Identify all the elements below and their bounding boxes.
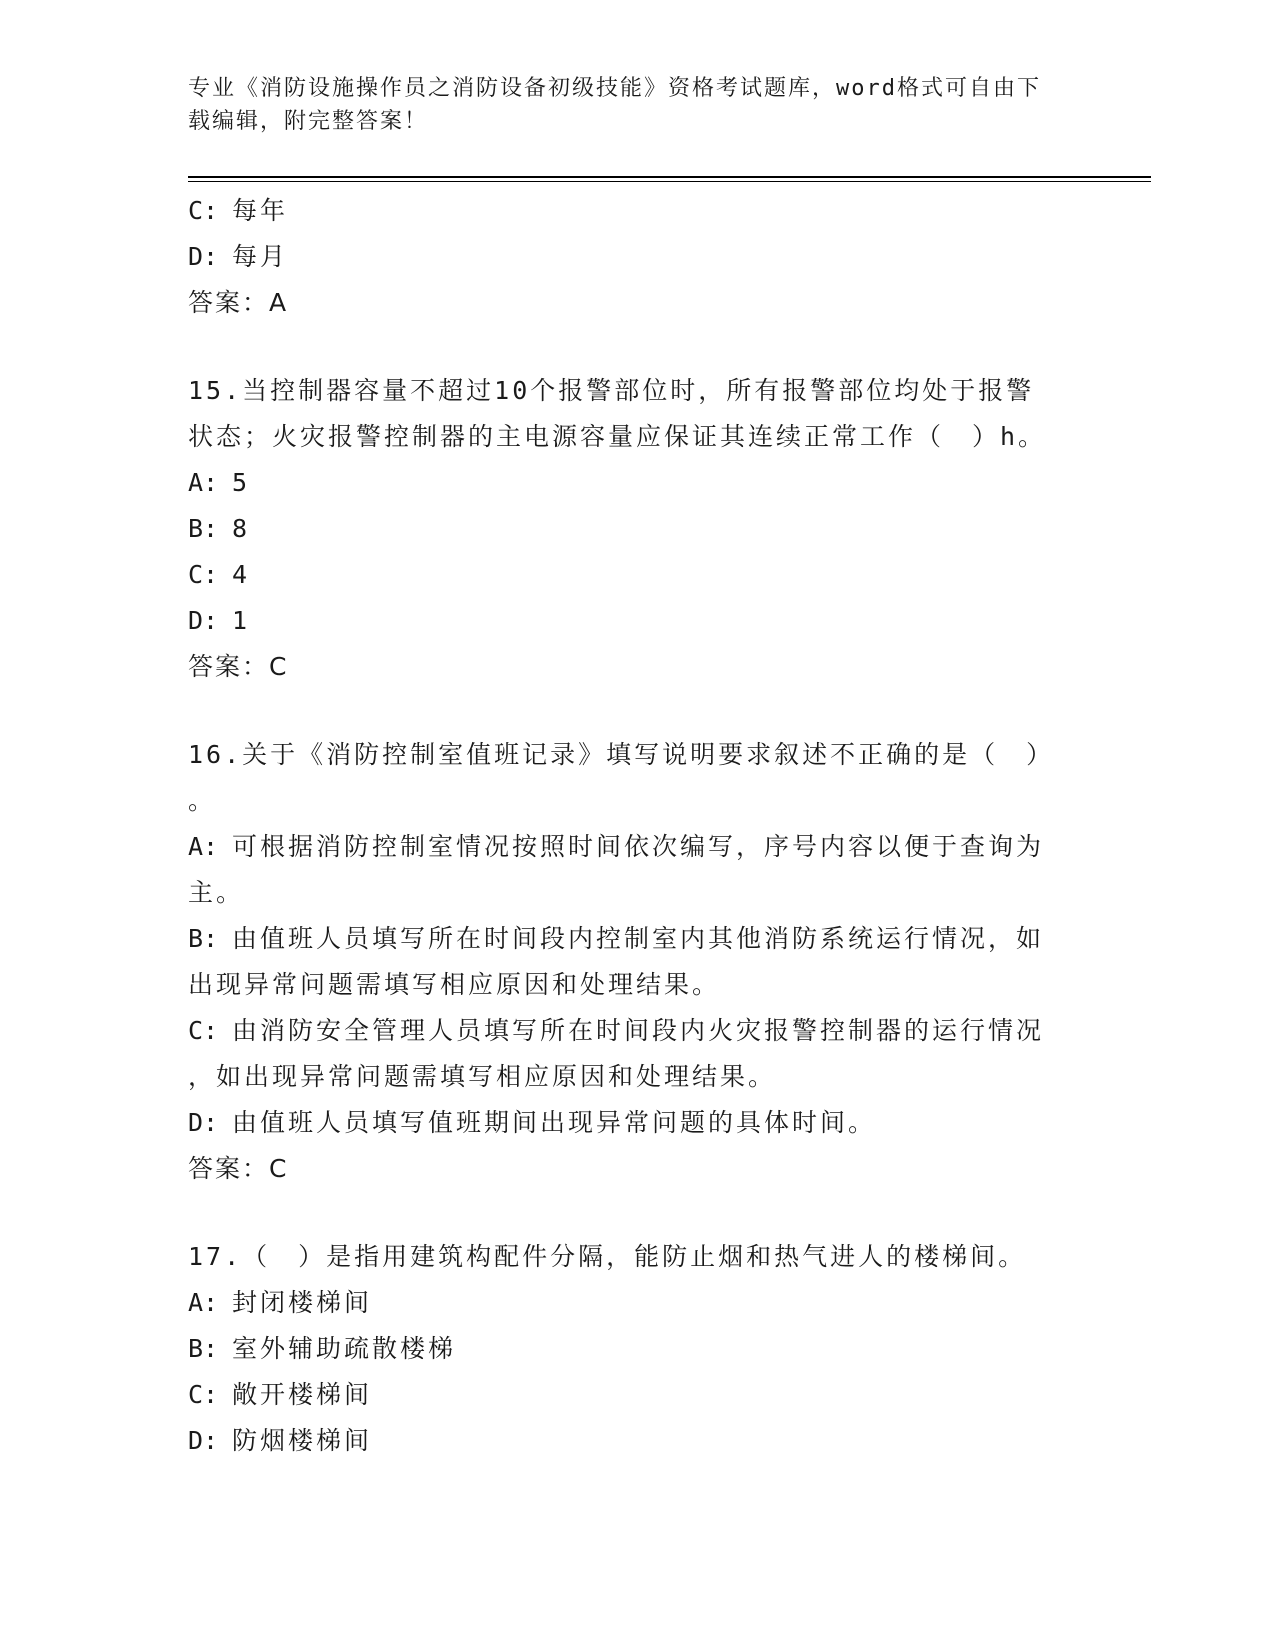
option-c-continued: ，如出现异常问题需填写相应原因和处理结果。	[188, 1062, 777, 1091]
question-14-tail	[188, 188, 1088, 326]
option-text: 由值班人员填写值班期间出现异常问题的具体时间。	[232, 1108, 877, 1137]
option-text: 每年	[232, 196, 289, 225]
option-b: B: 8	[188, 514, 251, 543]
option-c: C: 敞开楼梯间	[188, 1380, 373, 1409]
answer-line: 答案：C	[188, 652, 289, 681]
document-header	[188, 72, 1068, 138]
option-b: B: 室外辅助疏散楼梯	[188, 1334, 457, 1363]
option-b-continued: 出现异常问题需填写相应原因和处理结果。	[188, 970, 721, 999]
option-d: D: 每月	[188, 242, 289, 271]
question-stem-line: 。	[188, 786, 217, 815]
option-text: 室外辅助疏散楼梯	[232, 1334, 457, 1363]
option-text: 1	[232, 606, 251, 635]
question-17	[188, 1234, 1088, 1464]
option-text: 4	[232, 560, 251, 589]
question-15	[188, 368, 1088, 690]
question-stem-line: 17.（ ）是指用建筑构配件分隔，能防止烟和热气进人的楼梯间。	[188, 1242, 1027, 1271]
option-text: 敞开楼梯间	[232, 1380, 373, 1409]
option-text: 可根据消防控制室情况按照时间依次编写，序号内容以便于查询为	[232, 832, 1045, 861]
answer-line: 答案：A	[188, 288, 289, 317]
option-c: C: 4	[188, 560, 251, 589]
question-stem-line: 16.关于《消防控制室值班记录》填写说明要求叙述不正确的是（ ）	[188, 740, 1055, 769]
option-b: B: 由值班人员填写所在时间段内控制室内其他消防系统运行情况，如	[188, 924, 1045, 953]
option-a: A: 封闭楼梯间	[188, 1288, 373, 1317]
option-text: 由值班人员填写所在时间段内控制室内其他消防系统运行情况，如	[232, 924, 1045, 953]
option-d: D: 由值班人员填写值班期间出现异常问题的具体时间。	[188, 1108, 877, 1137]
option-a: A: 可根据消防控制室情况按照时间依次编写，序号内容以便于查询为	[188, 832, 1045, 861]
question-stem-line: 15.当控制器容量不超过10个报警部位时，所有报警部位均处于报警	[188, 376, 1035, 405]
option-text: 每月	[232, 242, 289, 271]
option-text: 8	[232, 514, 251, 543]
option-text: 5	[232, 468, 251, 497]
option-d: D: 1	[188, 606, 251, 635]
option-a: A: 5	[188, 468, 251, 497]
option-text: 由消防安全管理人员填写所在时间段内火灾报警控制器的运行情况	[232, 1016, 1045, 1045]
header-divider-thick	[188, 176, 1151, 178]
option-text: 封闭楼梯间	[232, 1288, 373, 1317]
option-a-continued: 主。	[188, 878, 245, 907]
option-c: C: 由消防安全管理人员填写所在时间段内火灾报警控制器的运行情况	[188, 1016, 1045, 1045]
question-content	[188, 188, 1088, 1464]
header-divider-thin	[188, 181, 1151, 182]
header-line-1: 专业《消防设施操作员之消防设备初级技能》资格考试题库，word格式可自由下	[188, 76, 1041, 101]
option-c: C: 每年	[188, 196, 289, 225]
option-d: D: 防烟楼梯间	[188, 1426, 373, 1455]
question-stem-line: 状态；火灾报警控制器的主电源容量应保证其连续正常工作（ ）h。	[188, 422, 1047, 451]
answer-line: 答案：C	[188, 1154, 289, 1183]
option-text: 防烟楼梯间	[232, 1426, 373, 1455]
header-line-2: 载编辑，附完整答案！	[188, 109, 429, 134]
question-16	[188, 732, 1088, 1192]
